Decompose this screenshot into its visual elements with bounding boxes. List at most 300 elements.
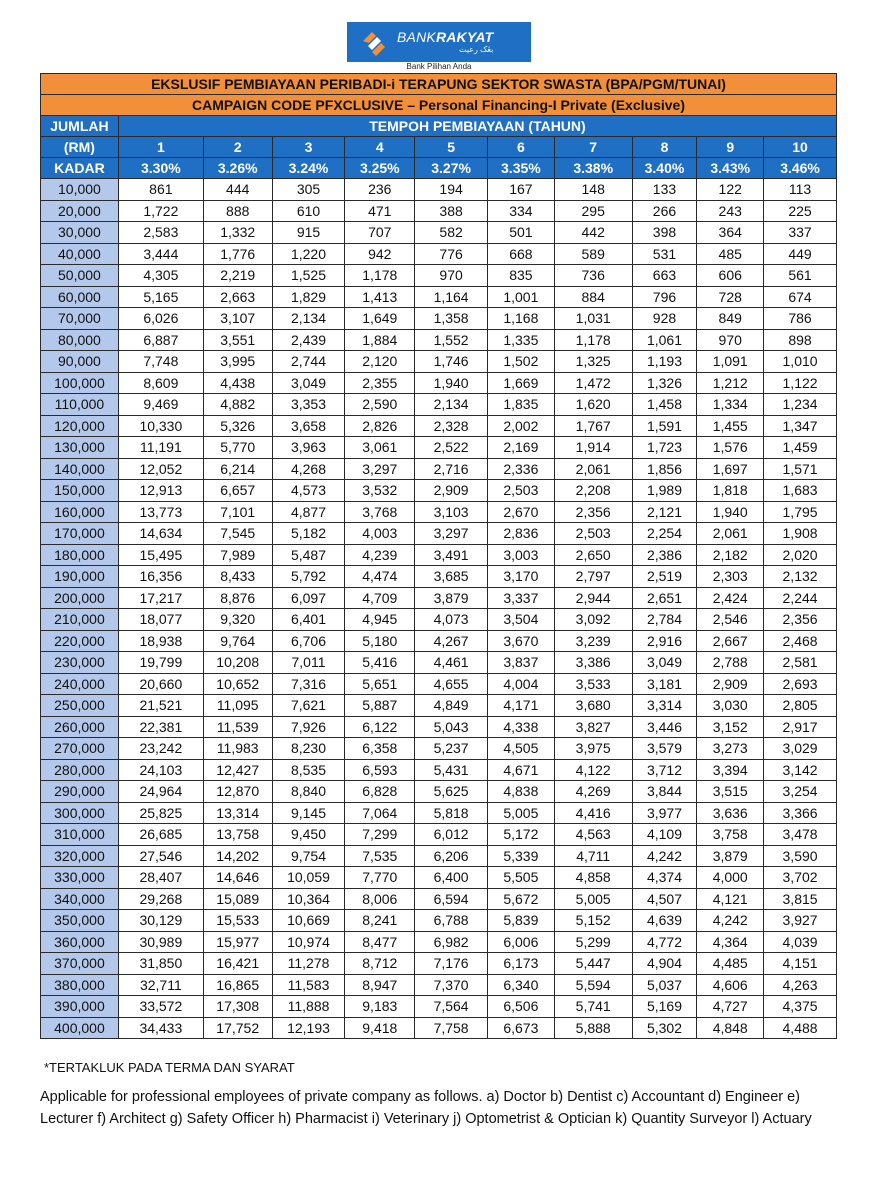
financing-rate-table <box>40 73 837 1039</box>
installment-cell: 4,004 <box>488 673 555 695</box>
installment-cell: 561 <box>764 265 837 287</box>
installment-cell: 1,571 <box>764 458 837 480</box>
installment-cell: 16,421 <box>203 953 272 975</box>
installment-cell: 736 <box>554 265 632 287</box>
installment-cell: 1,459 <box>764 437 837 459</box>
installment-cell: 5,818 <box>415 802 488 824</box>
amount-unit-header: (RM) <box>41 137 119 158</box>
installment-cell: 11,983 <box>203 738 272 760</box>
table-row <box>41 974 837 996</box>
installment-cell: 7,989 <box>203 544 272 566</box>
installment-cell: 2,805 <box>764 695 837 717</box>
installment-cell: 5,172 <box>488 824 555 846</box>
installment-cell: 2,020 <box>764 544 837 566</box>
installment-cell: 1,908 <box>764 523 837 545</box>
installment-cell: 21,521 <box>118 695 203 717</box>
installment-cell: 24,103 <box>118 759 203 781</box>
installment-cell: 364 <box>697 222 764 244</box>
table-row <box>41 458 837 480</box>
installment-cell: 6,026 <box>118 308 203 330</box>
installment-cell: 2,836 <box>488 523 555 545</box>
installment-cell: 1,795 <box>764 501 837 523</box>
installment-cell: 531 <box>632 243 697 265</box>
rate-header-cell: 3.43% <box>697 158 764 179</box>
installment-cell: 1,358 <box>415 308 488 330</box>
installment-cell: 2,667 <box>697 630 764 652</box>
installment-cell: 970 <box>697 329 764 351</box>
installment-cell: 22,381 <box>118 716 203 738</box>
rate-header-cell: 3.27% <box>415 158 488 179</box>
installment-cell: 113 <box>764 179 837 201</box>
table-row <box>41 523 837 545</box>
amount-cell: 40,000 <box>41 243 119 265</box>
installment-cell: 1,818 <box>697 480 764 502</box>
table-row <box>41 845 837 867</box>
installment-cell: 1,220 <box>272 243 345 265</box>
installment-cell: 31,850 <box>118 953 203 975</box>
installment-cell: 1,989 <box>632 480 697 502</box>
title-row-1 <box>41 74 837 95</box>
installment-cell: 28,407 <box>118 867 203 889</box>
installment-cell: 3,337 <box>488 587 555 609</box>
installment-cell: 11,539 <box>203 716 272 738</box>
installment-cell: 1,776 <box>203 243 272 265</box>
installment-cell: 2,581 <box>764 652 837 674</box>
table-row <box>41 501 837 523</box>
installment-cell: 4,904 <box>632 953 697 975</box>
installment-cell: 3,533 <box>554 673 632 695</box>
installment-cell: 14,634 <box>118 523 203 545</box>
installment-cell: 6,401 <box>272 609 345 631</box>
installment-cell: 295 <box>554 200 632 222</box>
installment-cell: 776 <box>415 243 488 265</box>
installment-cell: 4,772 <box>632 931 697 953</box>
installment-cell: 5,625 <box>415 781 488 803</box>
installment-cell: 2,244 <box>764 587 837 609</box>
installment-cell: 6,887 <box>118 329 203 351</box>
installment-cell: 2,788 <box>697 652 764 674</box>
table-row <box>41 781 837 803</box>
installment-cell: 1,829 <box>272 286 345 308</box>
installment-cell: 7,101 <box>203 501 272 523</box>
year-header-cell: 10 <box>764 137 837 158</box>
table-row <box>41 179 837 201</box>
installment-cell: 2,120 <box>345 351 415 373</box>
installment-cell: 20,660 <box>118 673 203 695</box>
installment-cell: 11,583 <box>272 974 345 996</box>
installment-cell: 728 <box>697 286 764 308</box>
installment-cell: 582 <box>415 222 488 244</box>
amount-cell: 100,000 <box>41 372 119 394</box>
installment-cell: 388 <box>415 200 488 222</box>
installment-cell: 2,468 <box>764 630 837 652</box>
installment-cell: 6,340 <box>488 974 555 996</box>
installment-cell: 2,303 <box>697 566 764 588</box>
amount-cell: 340,000 <box>41 888 119 910</box>
installment-cell: 12,870 <box>203 781 272 803</box>
installment-cell: 1,455 <box>697 415 764 437</box>
installment-cell: 2,439 <box>272 329 345 351</box>
installment-cell: 4,505 <box>488 738 555 760</box>
installment-cell: 8,535 <box>272 759 345 781</box>
amount-cell: 30,000 <box>41 222 119 244</box>
installment-cell: 5,741 <box>554 996 632 1018</box>
amount-cell: 140,000 <box>41 458 119 480</box>
installment-cell: 1,723 <box>632 437 697 459</box>
installment-cell: 13,314 <box>203 802 272 824</box>
amount-cell: 260,000 <box>41 716 119 738</box>
table-row <box>41 738 837 760</box>
installment-cell: 4,269 <box>554 781 632 803</box>
installment-cell: 9,469 <box>118 394 203 416</box>
installment-cell: 2,583 <box>118 222 203 244</box>
installment-cell: 2,670 <box>488 501 555 523</box>
terms-disclaimer: *TERTAKLUK PADA TERMA DAN SYARAT <box>44 1060 295 1075</box>
table-row <box>41 630 837 652</box>
installment-cell: 2,716 <box>415 458 488 480</box>
installment-cell: 4,606 <box>697 974 764 996</box>
table-row <box>41 286 837 308</box>
installment-cell: 6,400 <box>415 867 488 889</box>
installment-cell: 4,000 <box>697 867 764 889</box>
table-row <box>41 824 837 846</box>
installment-cell: 32,711 <box>118 974 203 996</box>
installment-cell: 29,268 <box>118 888 203 910</box>
installment-cell: 1,649 <box>345 308 415 330</box>
amount-cell: 360,000 <box>41 931 119 953</box>
rate-header-cell: 3.46% <box>764 158 837 179</box>
installment-cell: 3,092 <box>554 609 632 631</box>
installment-cell: 24,964 <box>118 781 203 803</box>
installment-cell: 1,914 <box>554 437 632 459</box>
installment-cell: 1,620 <box>554 394 632 416</box>
installment-cell: 4,711 <box>554 845 632 867</box>
installment-cell: 5,594 <box>554 974 632 996</box>
installment-cell: 7,926 <box>272 716 345 738</box>
installment-cell: 1,413 <box>345 286 415 308</box>
table-row <box>41 566 837 588</box>
installment-cell: 8,230 <box>272 738 345 760</box>
installment-cell: 5,505 <box>488 867 555 889</box>
table-row <box>41 996 837 1018</box>
amount-cell: 330,000 <box>41 867 119 889</box>
rate-header-cell: 3.35% <box>488 158 555 179</box>
installment-cell: 7,748 <box>118 351 203 373</box>
installment-cell: 1,347 <box>764 415 837 437</box>
table-row <box>41 716 837 738</box>
bank-rakyat-logo <box>347 22 531 62</box>
rate-header-cell: 3.24% <box>272 158 345 179</box>
installment-cell: 5,672 <box>488 888 555 910</box>
installment-cell: 2,336 <box>488 458 555 480</box>
installment-cell: 4,375 <box>764 996 837 1018</box>
installment-cell: 3,879 <box>415 587 488 609</box>
installment-cell: 1,591 <box>632 415 697 437</box>
installment-cell: 1,856 <box>632 458 697 480</box>
installment-cell: 3,579 <box>632 738 697 760</box>
installment-cell: 4,438 <box>203 372 272 394</box>
installment-cell: 398 <box>632 222 697 244</box>
installment-cell: 668 <box>488 243 555 265</box>
logo-jawi-text: بڠک رعيت <box>459 45 494 54</box>
installment-cell: 5,339 <box>488 845 555 867</box>
installment-cell: 6,828 <box>345 781 415 803</box>
installment-cell: 2,909 <box>697 673 764 695</box>
installment-cell: 6,506 <box>488 996 555 1018</box>
campaign-code-title: CAMPAIGN CODE PFXCLUSIVE – Personal Financing-I Private (Exclusive) <box>41 95 837 116</box>
installment-cell: 3,837 <box>488 652 555 674</box>
installment-cell: 3,515 <box>697 781 764 803</box>
installment-cell: 9,183 <box>345 996 415 1018</box>
installment-cell: 7,758 <box>415 1017 488 1039</box>
installment-cell: 3,712 <box>632 759 697 781</box>
installment-cell: 4,416 <box>554 802 632 824</box>
installment-cell: 2,132 <box>764 566 837 588</box>
installment-cell: 4,267 <box>415 630 488 652</box>
year-header-cell: 7 <box>554 137 632 158</box>
installment-cell: 4,242 <box>632 845 697 867</box>
header-row-years <box>41 137 837 158</box>
installment-cell: 2,061 <box>697 523 764 545</box>
installment-cell: 4,727 <box>697 996 764 1018</box>
installment-cell: 4,364 <box>697 931 764 953</box>
installment-cell: 3,003 <box>488 544 555 566</box>
installment-cell: 5,487 <box>272 544 345 566</box>
installment-cell: 2,254 <box>632 523 697 545</box>
amount-cell: 210,000 <box>41 609 119 631</box>
installment-cell: 835 <box>488 265 555 287</box>
installment-cell: 3,181 <box>632 673 697 695</box>
installment-cell: 9,764 <box>203 630 272 652</box>
installment-cell: 5,005 <box>554 888 632 910</box>
installment-cell: 1,001 <box>488 286 555 308</box>
installment-cell: 11,888 <box>272 996 345 1018</box>
installment-cell: 7,316 <box>272 673 345 695</box>
installment-cell: 2,797 <box>554 566 632 588</box>
installment-cell: 6,012 <box>415 824 488 846</box>
installment-cell: 1,332 <box>203 222 272 244</box>
installment-cell: 4,858 <box>554 867 632 889</box>
title-row-2 <box>41 95 837 116</box>
installment-cell: 674 <box>764 286 837 308</box>
installment-cell: 589 <box>554 243 632 265</box>
installment-cell: 1,525 <box>272 265 345 287</box>
installment-cell: 3,685 <box>415 566 488 588</box>
installment-cell: 3,815 <box>764 888 837 910</box>
table-title: EKSLUSIF PEMBIAYAAN PERIBADI-i TERAPUNG SEKTOR SWASTA (BPA/PGM/TUNAI) <box>41 74 837 95</box>
installment-cell: 17,752 <box>203 1017 272 1039</box>
table-row <box>41 652 837 674</box>
installment-cell: 10,669 <box>272 910 345 932</box>
installment-cell: 30,989 <box>118 931 203 953</box>
amount-cell: 80,000 <box>41 329 119 351</box>
installment-cell: 1,164 <box>415 286 488 308</box>
installment-cell: 3,658 <box>272 415 345 437</box>
installment-cell: 305 <box>272 179 345 201</box>
table-row <box>41 243 837 265</box>
installment-cell: 25,825 <box>118 802 203 824</box>
installment-cell: 3,995 <box>203 351 272 373</box>
table-row <box>41 351 837 373</box>
installment-cell: 4,882 <box>203 394 272 416</box>
installment-cell: 7,299 <box>345 824 415 846</box>
installment-cell: 2,182 <box>697 544 764 566</box>
installment-cell: 4,374 <box>632 867 697 889</box>
table-row <box>41 695 837 717</box>
installment-cell: 4,838 <box>488 781 555 803</box>
table-row <box>41 1017 837 1039</box>
installment-cell: 5,165 <box>118 286 203 308</box>
installment-cell: 3,670 <box>488 630 555 652</box>
installment-cell: 861 <box>118 179 203 201</box>
installment-cell: 786 <box>764 308 837 330</box>
installment-cell: 3,030 <box>697 695 764 717</box>
installment-cell: 7,011 <box>272 652 345 674</box>
installment-cell: 2,522 <box>415 437 488 459</box>
installment-cell: 225 <box>764 200 837 222</box>
installment-cell: 1,552 <box>415 329 488 351</box>
installment-cell: 4,848 <box>697 1017 764 1039</box>
amount-cell: 280,000 <box>41 759 119 781</box>
installment-cell: 1,010 <box>764 351 837 373</box>
installment-cell: 17,308 <box>203 996 272 1018</box>
installment-cell: 3,142 <box>764 759 837 781</box>
installment-cell: 8,712 <box>345 953 415 975</box>
installment-cell: 7,621 <box>272 695 345 717</box>
installment-cell: 942 <box>345 243 415 265</box>
eligibility-note: Applicable for professional employees of private company as follows. a) Doctor b) Dentist c) Accountant d) Engineer e) Lecturer f) Architect g) Safety Officer h) Pharmacist i) Veterinary j) Optometrist & Optician k) Quantity Surveyor l) Actuary <box>40 1089 812 1127</box>
installment-cell: 3,551 <box>203 329 272 351</box>
rate-header-cell: 3.26% <box>203 158 272 179</box>
installment-cell: 3,107 <box>203 308 272 330</box>
installment-cell: 13,758 <box>203 824 272 846</box>
amount-cell: 250,000 <box>41 695 119 717</box>
installment-cell: 4,151 <box>764 953 837 975</box>
installment-cell: 13,773 <box>118 501 203 523</box>
installment-cell: 3,170 <box>488 566 555 588</box>
installment-cell: 2,356 <box>554 501 632 523</box>
table-row <box>41 953 837 975</box>
table-row <box>41 480 837 502</box>
installment-cell: 5,431 <box>415 759 488 781</box>
installment-cell: 2,693 <box>764 673 837 695</box>
table-row <box>41 222 837 244</box>
installment-cell: 663 <box>632 265 697 287</box>
installment-cell: 501 <box>488 222 555 244</box>
amount-header: JUMLAH <box>41 116 119 137</box>
installment-cell: 4,877 <box>272 501 345 523</box>
installment-cell: 3,975 <box>554 738 632 760</box>
installment-cell: 1,168 <box>488 308 555 330</box>
installment-cell: 12,193 <box>272 1017 345 1039</box>
installment-cell: 4,488 <box>764 1017 837 1039</box>
installment-cell: 3,366 <box>764 802 837 824</box>
installment-cell: 12,427 <box>203 759 272 781</box>
installment-cell: 4,073 <box>415 609 488 631</box>
installment-cell: 3,444 <box>118 243 203 265</box>
installment-cell: 167 <box>488 179 555 201</box>
installment-cell: 15,089 <box>203 888 272 910</box>
installment-cell: 9,320 <box>203 609 272 631</box>
installment-cell: 6,593 <box>345 759 415 781</box>
amount-cell: 180,000 <box>41 544 119 566</box>
table-row <box>41 394 837 416</box>
installment-cell: 4,039 <box>764 931 837 953</box>
amount-cell: 120,000 <box>41 415 119 437</box>
installment-cell: 8,876 <box>203 587 272 609</box>
installment-cell: 2,002 <box>488 415 555 437</box>
installment-cell: 2,386 <box>632 544 697 566</box>
table-row <box>41 437 837 459</box>
installment-cell: 4,338 <box>488 716 555 738</box>
installment-cell: 928 <box>632 308 697 330</box>
installment-cell: 3,061 <box>345 437 415 459</box>
table-row <box>41 544 837 566</box>
installment-cell: 11,278 <box>272 953 345 975</box>
installment-cell: 7,545 <box>203 523 272 545</box>
table-row <box>41 910 837 932</box>
installment-cell: 9,754 <box>272 845 345 867</box>
installment-cell: 3,758 <box>697 824 764 846</box>
installment-cell: 1,669 <box>488 372 555 394</box>
tenure-header: TEMPOH PEMBIAYAAN (TAHUN) <box>118 116 836 137</box>
installment-cell: 888 <box>203 200 272 222</box>
installment-cell: 5,237 <box>415 738 488 760</box>
installment-cell: 2,546 <box>697 609 764 631</box>
installment-cell: 1,178 <box>345 265 415 287</box>
year-header-cell: 5 <box>415 137 488 158</box>
year-header-cell: 9 <box>697 137 764 158</box>
installment-cell: 2,944 <box>554 587 632 609</box>
table-row <box>41 673 837 695</box>
installment-cell: 1,458 <box>632 394 697 416</box>
installment-cell: 7,064 <box>345 802 415 824</box>
rate-header-cell: 3.38% <box>554 158 632 179</box>
installment-cell: 4,639 <box>632 910 697 932</box>
installment-cell: 3,927 <box>764 910 837 932</box>
installment-cell: 4,171 <box>488 695 555 717</box>
installment-cell: 122 <box>697 179 764 201</box>
installment-cell: 8,241 <box>345 910 415 932</box>
installment-cell: 3,768 <box>345 501 415 523</box>
installment-cell: 10,974 <box>272 931 345 953</box>
amount-cell: 370,000 <box>41 953 119 975</box>
installment-cell: 1,835 <box>488 394 555 416</box>
installment-cell: 898 <box>764 329 837 351</box>
installment-cell: 5,888 <box>554 1017 632 1039</box>
installment-cell: 1,940 <box>415 372 488 394</box>
installment-cell: 4,563 <box>554 824 632 846</box>
installment-cell: 610 <box>272 200 345 222</box>
installment-cell: 1,212 <box>697 372 764 394</box>
installment-cell: 1,122 <box>764 372 837 394</box>
installment-cell: 148 <box>554 179 632 201</box>
installment-cell: 2,134 <box>272 308 345 330</box>
installment-cell: 1,472 <box>554 372 632 394</box>
installment-cell: 15,533 <box>203 910 272 932</box>
installment-cell: 8,006 <box>345 888 415 910</box>
rate-header-cell: 3.40% <box>632 158 697 179</box>
installment-cell: 7,535 <box>345 845 415 867</box>
installment-cell: 3,386 <box>554 652 632 674</box>
table-row <box>41 587 837 609</box>
installment-cell: 5,326 <box>203 415 272 437</box>
installment-cell: 3,103 <box>415 501 488 523</box>
installment-cell: 4,263 <box>764 974 837 996</box>
installment-cell: 194 <box>415 179 488 201</box>
installment-cell: 2,917 <box>764 716 837 738</box>
installment-cell: 5,302 <box>632 1017 697 1039</box>
